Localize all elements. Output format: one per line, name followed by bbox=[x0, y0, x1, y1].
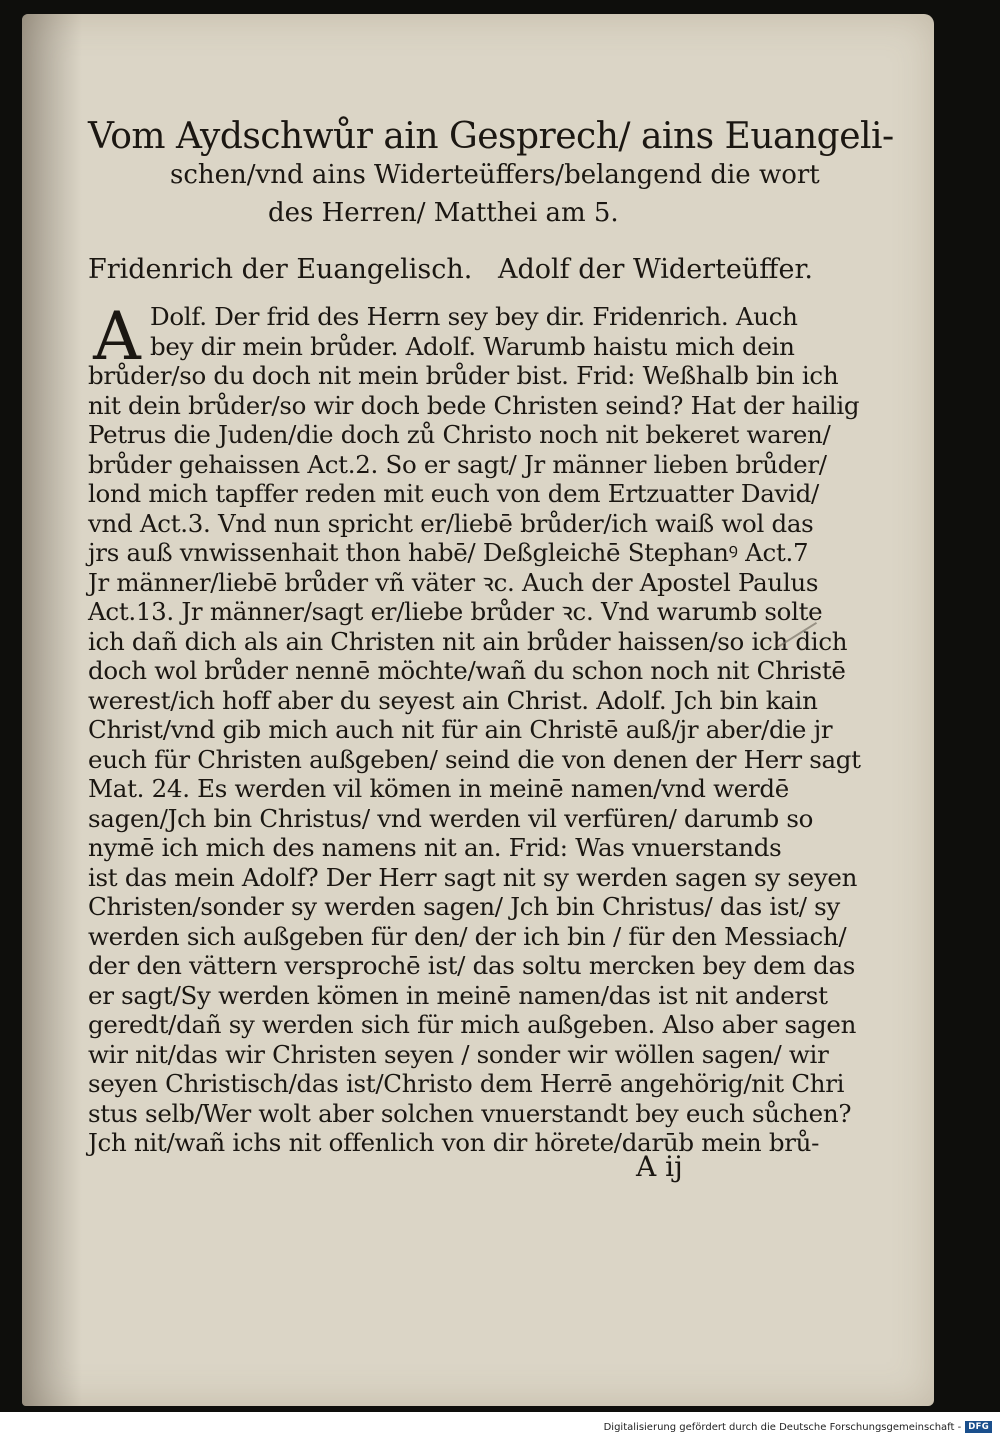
text-line: Act.13. Jr männer/sagt er/liebe brůder ꝛc. Vnd warumb solte bbox=[88, 597, 823, 626]
text-line: euch für Christen außgeben/ seind die von denen der Herr sagt bbox=[88, 744, 861, 774]
body-text bbox=[88, 298, 861, 1158]
text-line: seyen Christisch/das ist/Christo dem Herrē angehörig/nit Chri bbox=[88, 1069, 845, 1098]
text-line: ist das mein Adolf? Der Herr sagt nit sy werden sagen sy seyen bbox=[88, 862, 858, 892]
text-line: Jr männer/liebē brůder vñ väter ꝛc. Auch der Apostel Paulus bbox=[88, 567, 819, 597]
speaker-headings bbox=[88, 254, 813, 294]
title-line-2: schen/vnd ains Widerteüffers/belangend die wort bbox=[170, 160, 820, 190]
speaker-adolf: Adolf der Widerteüffer. bbox=[498, 254, 813, 285]
text-line: Christ/vnd gib mich auch nit für ain Christē auß/jr aber/die jr bbox=[88, 715, 833, 744]
title-line-3: des Herren/ Matthei am 5. bbox=[268, 198, 619, 228]
text-line: wir nit/das wir Christen seyen / sonder wir wöllen sagen/ wir bbox=[88, 1039, 829, 1069]
text-line: vnd Act.3. Vnd nun spricht er/liebē brůder/ich waiß wol das bbox=[88, 508, 814, 538]
document-title bbox=[88, 116, 894, 232]
text-line: ich dañ dich als ain Christen nit ain brůder haissen/so ich dich bbox=[88, 626, 848, 656]
text-line: bey dir mein brůder. Adolf. Warumb haistu mich dein bbox=[150, 331, 795, 361]
decorated-initial: A bbox=[93, 298, 141, 375]
text-line: Christen/sonder sy werden sagen/ Jch bin Christus/ das ist/ sy bbox=[88, 892, 840, 921]
text-line: werest/ich hoff aber du seyest ain Christ. Adolf. Jch bin kain bbox=[88, 685, 818, 715]
text-line: werden sich außgeben für den/ der ich bin / für den Messiach/ bbox=[88, 921, 847, 951]
text-line: Mat. 24. Es werden vil kömen in meinē namen/vnd werdē bbox=[88, 774, 789, 803]
text-line: Dolf. Der frid des Herrn sey bey dir. Fridenrich. Auch bbox=[150, 302, 798, 331]
text-line: nit dein brůder/so wir doch bede Christen seind? Hat der hailig bbox=[88, 390, 860, 420]
text-line: doch wol brůder nennē möchte/wañ du schon noch nit Christē bbox=[88, 656, 846, 685]
digitization-footer bbox=[604, 1420, 992, 1434]
dfg-credit-text: Digitalisierung gefördert durch die Deutsche Forschungsgemeinschaft - bbox=[603, 1421, 962, 1433]
text-line: er sagt/Sy werden kömen in meinē namen/das ist nit anderst bbox=[88, 980, 828, 1010]
speaker-fridenrich: Fridenrich der Euangelisch. bbox=[88, 254, 473, 285]
title-line-1: Vom Aydschwůr ain Gesprech/ ains Euangeli- bbox=[88, 116, 894, 157]
text-line: geredt/dañ sy werden sich für mich außgeben. Also aber sagen bbox=[88, 1010, 857, 1039]
text-line: nymē ich mich des namens nit an. Frid: Was vnuerstands bbox=[88, 833, 782, 862]
text-line: sagen/Jch bin Christus/ vnd werden vil verfüren/ darumb so bbox=[88, 803, 814, 833]
text-line: jrs auß vnwissenhait thon habē/ Deßgleichē Stephanꝰ Act.7 bbox=[88, 538, 809, 567]
text-line: der den vättern versprochē ist/ das soltu mercken bey dem das bbox=[88, 951, 856, 980]
gutter-shadow bbox=[22, 14, 82, 1406]
text-line: stus selb/Wer wolt aber solchen vnuerstandt bey euch sůchen? bbox=[88, 1098, 852, 1128]
signature-mark: A ij bbox=[636, 1150, 683, 1183]
text-line: Petrus die Juden/die doch zů Christo noch nit bekeret waren/ bbox=[88, 420, 831, 449]
dfg-logo-icon: DFG bbox=[965, 1421, 992, 1433]
text-line: brůder/so du doch nit mein brůder bist. Frid: Weßhalb bin ich bbox=[88, 361, 839, 390]
text-line: Jch nit/wañ ichs nit offenlich von dir hörete/darūb mein brů- bbox=[88, 1128, 820, 1157]
text-line: brůder gehaissen Act.2. So er sagt/ Jr männer lieben brůder/ bbox=[88, 449, 827, 479]
text-line: lond mich tapffer reden mit euch von dem Ertzuatter David/ bbox=[88, 479, 819, 508]
document-page bbox=[22, 14, 934, 1406]
